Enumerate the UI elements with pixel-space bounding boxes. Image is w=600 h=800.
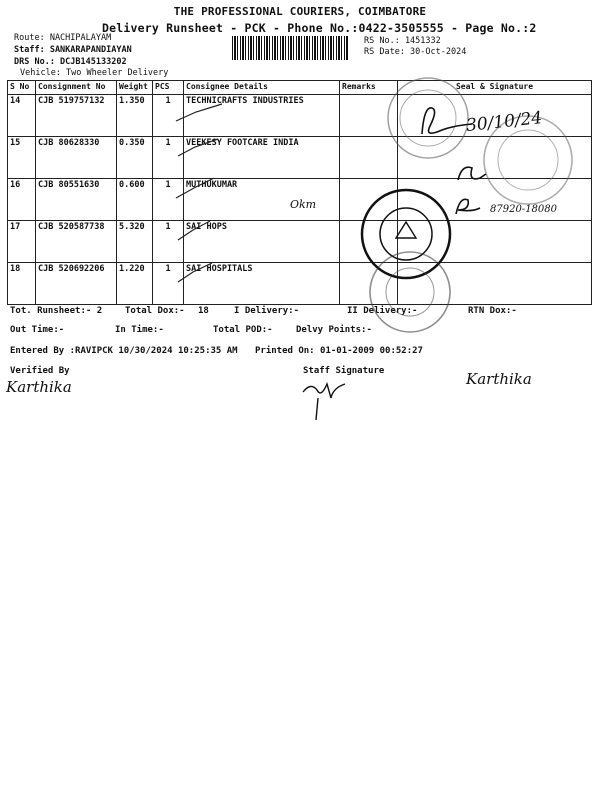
company-stamp — [388, 78, 468, 158]
col-seal-signature: Seal & Signature — [398, 81, 592, 95]
staff-signature: Staff Signature — [303, 366, 385, 376]
cell-weight: 1.220 — [117, 263, 153, 305]
cell-sno: 17 — [8, 221, 36, 263]
tick-mark — [176, 104, 222, 121]
vehicle-label: Vehicle: Two Wheeler Delivery — [20, 68, 169, 78]
verifier-signature: Karthika — [466, 370, 532, 388]
entered-by: Entered By :RAVIPCK 10/30/2024 10:25:35 AM — [10, 346, 238, 356]
verified-by: Verified By — [10, 366, 70, 376]
cell-sno: 14 — [8, 95, 36, 137]
i-delivery: I Delivery:- — [234, 306, 300, 316]
cell-consignee: SAI HOPS — [184, 221, 340, 263]
delvy-points: Delvy Points:- — [296, 325, 372, 335]
cell-pcs: 1 — [153, 179, 184, 221]
tick-mark — [178, 139, 218, 156]
cell-sno: 18 — [8, 263, 36, 305]
drs-label: DRS No.: DCJB145133202 — [14, 57, 127, 67]
cell-consignment: CJB 519757132 — [36, 95, 117, 137]
cell-consignee: TECHNICRAFTS INDUSTRIES — [184, 95, 340, 137]
rs-no-label: RS No.: 1451332 — [364, 36, 441, 46]
handwritten-date: 30/10/24 — [465, 108, 544, 136]
cell-sno: 15 — [8, 137, 36, 179]
cell-weight: 5.320 — [117, 221, 153, 263]
tick-mark — [178, 263, 212, 282]
col-remarks: Remarks — [340, 81, 398, 95]
runsheet-subtitle: Delivery Runsheet - PCK - Phone No.:0422-3505555 - Page No.:2 — [102, 21, 537, 35]
cell-pcs: 1 — [153, 221, 184, 263]
col-weight: Weight — [117, 81, 153, 95]
cell-weight: 1.350 — [117, 95, 153, 137]
col-consignment: Consignment No — [36, 81, 117, 95]
cell-consignment: CJB 520587738 — [36, 221, 117, 263]
cell-pcs: 1 — [153, 137, 184, 179]
cell-pcs: 1 — [153, 263, 184, 305]
route-label: Route: NACHIPALAYAM — [14, 33, 112, 43]
handwritten-phone: 87920-18080 — [490, 204, 558, 215]
printed-on: Printed On: 01-01-2009 00:52:27 — [255, 346, 423, 356]
handwritten-okm: Okm — [290, 198, 317, 211]
col-pcs: PCS — [153, 81, 184, 95]
tick-mark — [178, 221, 210, 240]
cell-consignee: MUTHUKUMAR — [184, 179, 340, 221]
cell-consignment: CJB 80628330 — [36, 137, 117, 179]
ii-delivery: II Delivery:- — [347, 306, 418, 316]
hospital-stamp — [362, 190, 450, 278]
cell-pcs: 1 — [153, 95, 184, 137]
col-consignee: Consignee Details — [184, 81, 340, 95]
verifier-signature: Karthika — [6, 378, 72, 396]
total-dox-label: Total Dox:- — [125, 306, 185, 316]
company-title: THE PROFESSIONAL COURIERS, COIMBATORE — [173, 5, 427, 18]
out-time: Out Time:- — [10, 325, 65, 335]
receiver-signature — [422, 108, 472, 134]
cell-consignment: CJB 80551630 — [36, 179, 117, 221]
in-time: In Time:- — [115, 325, 164, 335]
cell-consignment: CJB 520692206 — [36, 263, 117, 305]
cell-consignee: VEEKESY FOOTCARE INDIA — [184, 137, 340, 179]
cell-sno: 16 — [8, 179, 36, 221]
total-pod: Total POD:- — [213, 325, 273, 335]
rs-date-label: RS Date: 30-Oct-2024 — [364, 47, 467, 57]
staff-signature-mark — [303, 384, 345, 420]
col-sno: S No — [8, 81, 36, 95]
tot-runsheet: Tot. Runsheet:- 2 — [10, 306, 103, 316]
hospital-stamp — [370, 252, 450, 332]
total-dox-value: 18 — [198, 306, 209, 316]
cell-consignee: SAI HOSPITALS — [184, 263, 340, 305]
tick-mark — [176, 178, 214, 198]
cell-weight: 0.350 — [117, 137, 153, 179]
receiver-signature — [458, 167, 486, 180]
staff-label: Staff: SANKARAPANDIAYAN — [14, 45, 132, 55]
cell-weight: 0.600 — [117, 179, 153, 221]
rtn-dox: RTN Dox:- — [468, 306, 517, 316]
receiver-signature — [456, 199, 480, 214]
